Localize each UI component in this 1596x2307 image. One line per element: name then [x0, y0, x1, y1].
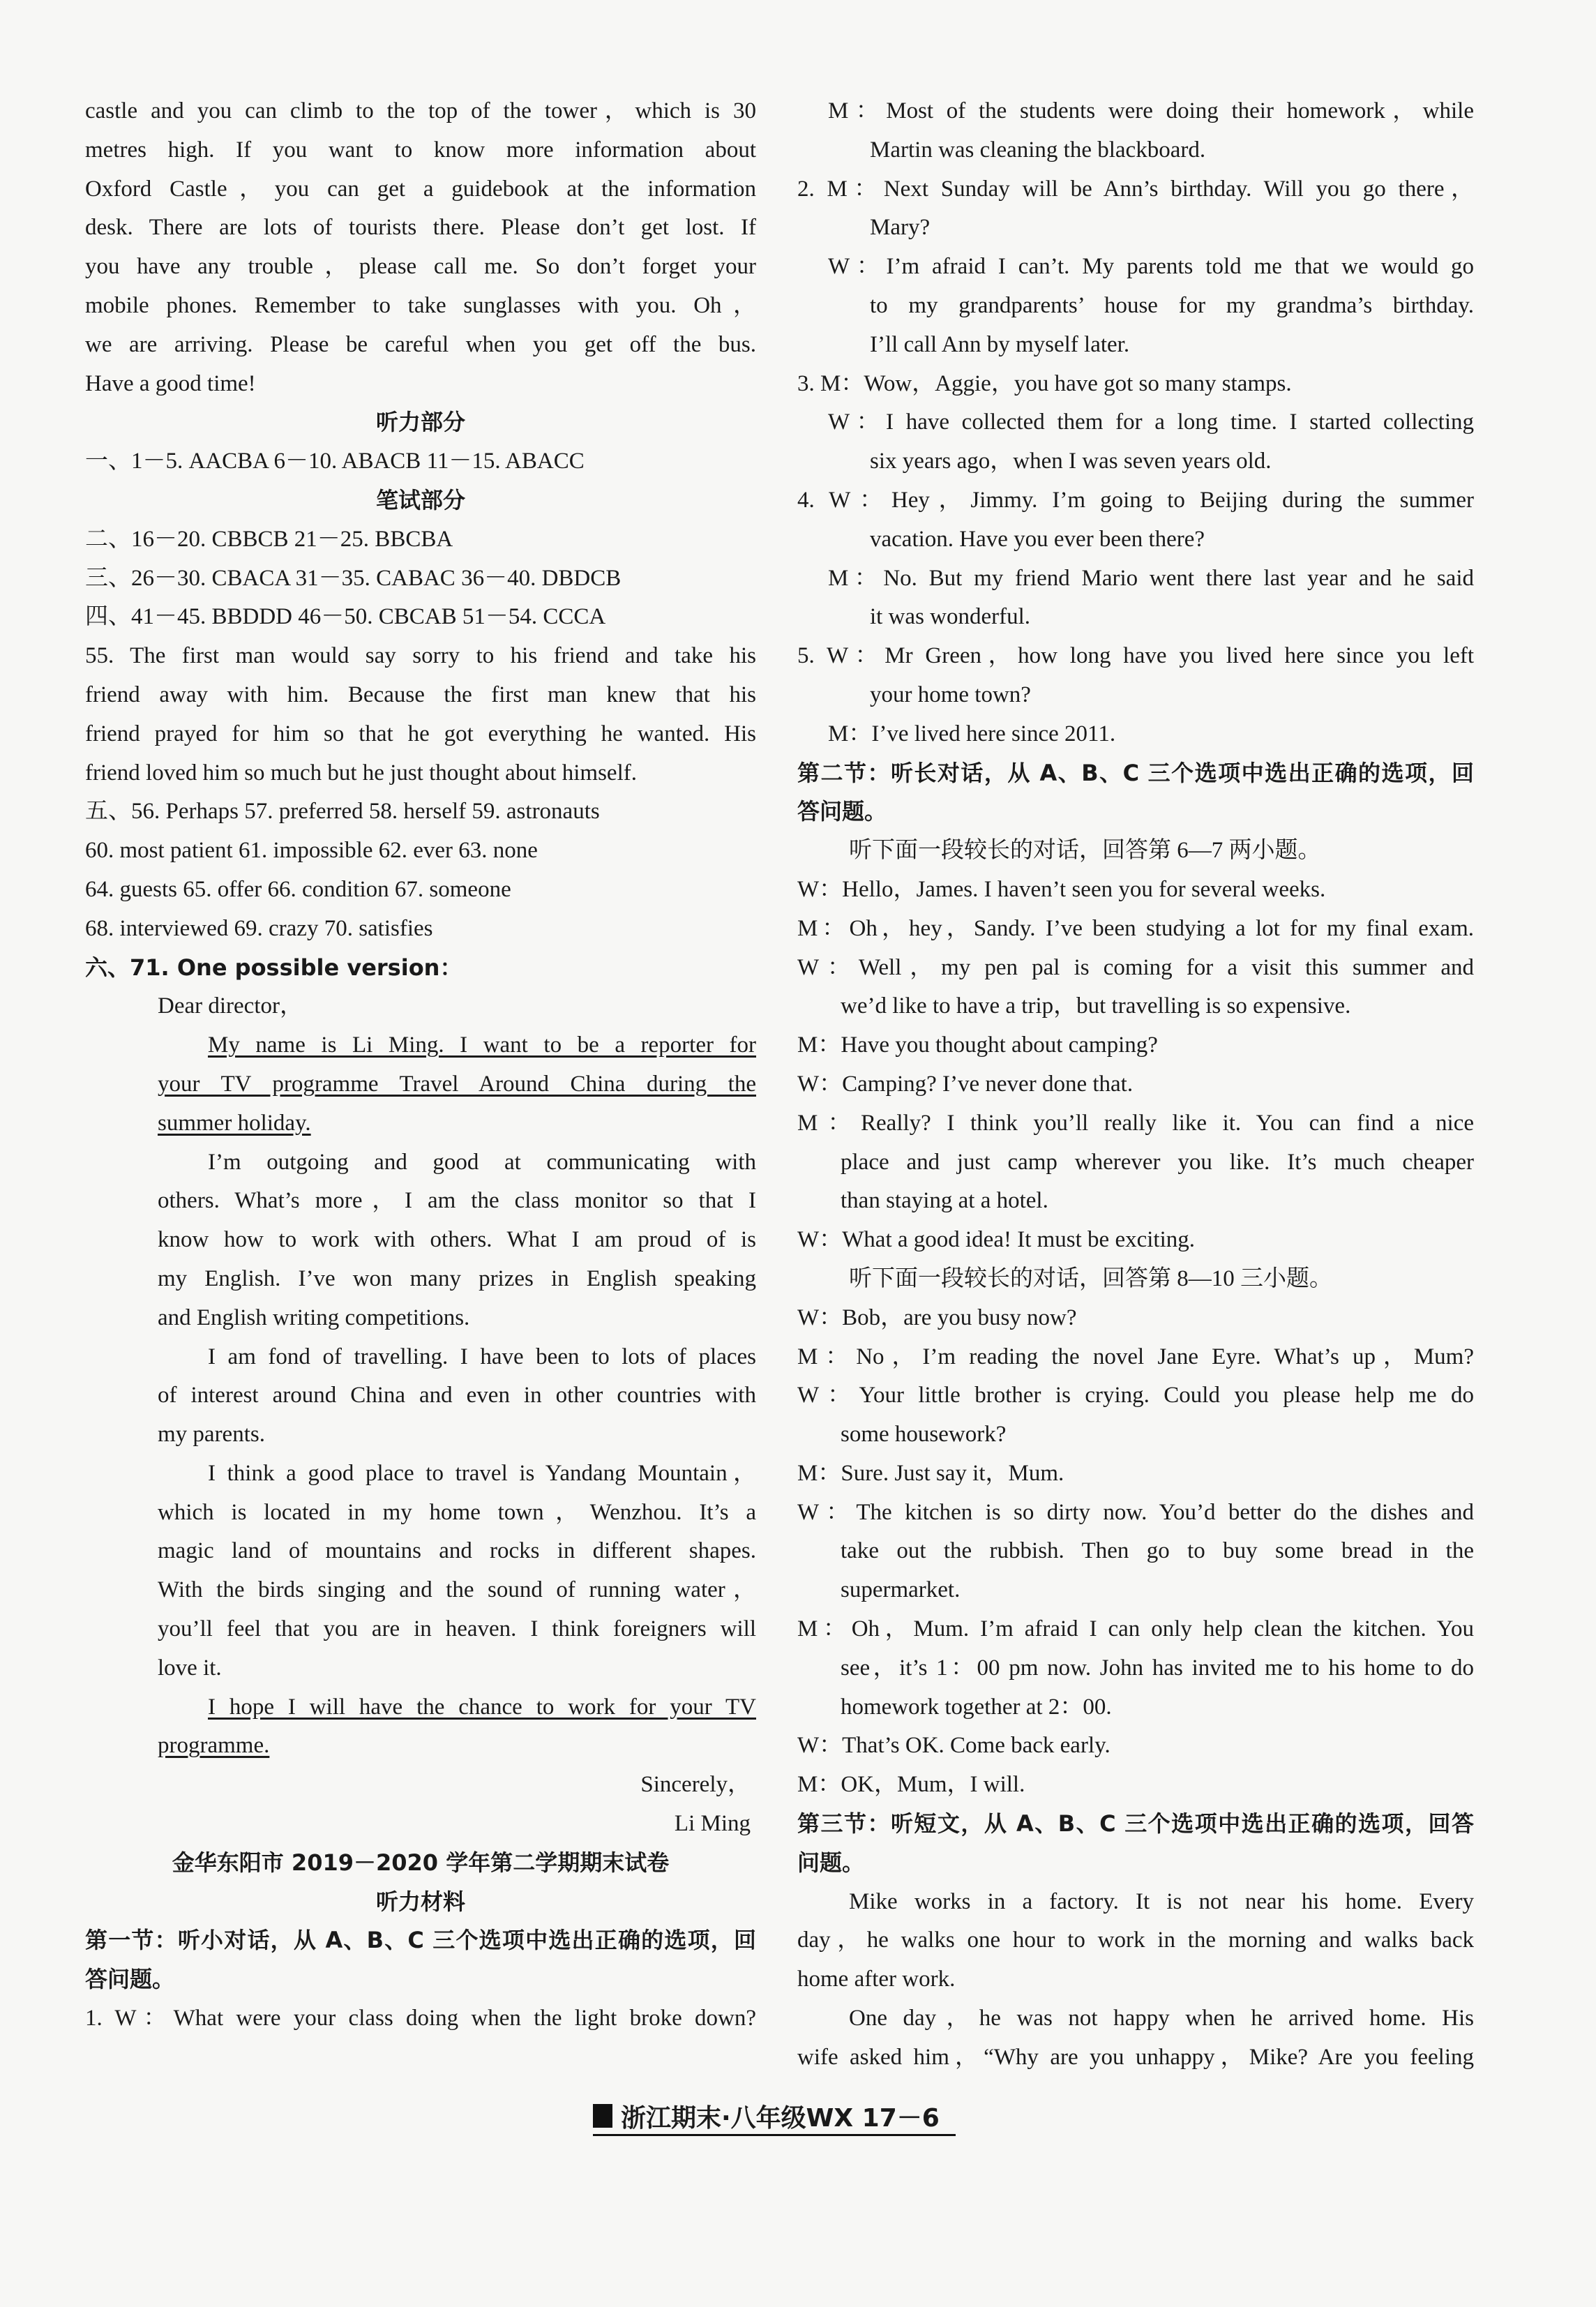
text-line	[85, 676, 756, 715]
right-column	[797, 92, 1474, 2077]
line-text: W：That’s OK. Come back early.	[797, 1733, 1111, 1759]
section-heading	[85, 1883, 756, 1922]
line-text: W：What a good idea! It must be exciting.	[797, 1227, 1195, 1253]
text-line	[85, 832, 756, 871]
text-line	[797, 1999, 1474, 2038]
line-text: 三、26－30. CBACA 31－35. CABAC 36－40. DBDCB	[85, 565, 622, 591]
line-text: 金华东阳市 2019－2020 学年第二学期期末试卷	[172, 1849, 670, 1876]
text-line	[797, 481, 1474, 520]
line-text: 60. most patient 61. impossible 62. ever 63. none	[85, 838, 538, 864]
line-text: M：Really? I think you’ll really like it. You can find a nice	[797, 1110, 1474, 1136]
line-text: 68. interviewed 69. crazy 70. satisfies	[85, 915, 433, 941]
line-text: home after work.	[797, 1967, 956, 1992]
line-text: metres high. If you want to know more information about	[85, 137, 756, 163]
line-text: of interest around China and even in other countries with	[158, 1383, 756, 1408]
text-line	[85, 287, 756, 326]
line-text: Li Ming	[674, 1811, 751, 1837]
text-line	[797, 1610, 1474, 1649]
line-text: M：Most of the students were doing their homework，while	[828, 98, 1474, 123]
text-line	[797, 1766, 1474, 1805]
text-line	[85, 1260, 756, 1299]
line-text: homework together at 2：00.	[841, 1694, 1112, 1720]
line-text: 3. M：Wow，Aggie，you have got so many stamps.	[797, 370, 1292, 396]
line-text: six years ago，when I was seven years old.	[870, 449, 1272, 474]
line-text: magic land of mountains and rocks in different shapes.	[158, 1538, 756, 1564]
text-line	[85, 1766, 756, 1805]
line-text: Sincerely，	[640, 1772, 751, 1798]
line-text: M：Oh，Mum. I’m afraid I can only help clean the kitchen. You	[797, 1616, 1474, 1642]
text-line	[85, 326, 756, 365]
left-column	[85, 92, 756, 2038]
line-text: M：Sure. Just say it，Mum.	[797, 1460, 1064, 1486]
text-line	[85, 248, 756, 287]
text-line	[85, 598, 756, 637]
text-line	[797, 1143, 1474, 1182]
text-line	[85, 1494, 756, 1533]
text-line	[797, 248, 1474, 287]
line-text: we’d like to have a trip，but travelling is so expensive.	[841, 993, 1351, 1019]
line-text: programme.	[158, 1733, 270, 1759]
text-line	[85, 1376, 756, 1415]
line-text: I think a good place to travel is Yandang Mountain，	[208, 1460, 756, 1486]
line-text: M：Have you thought about camping?	[797, 1032, 1158, 1058]
line-text: W：The kitchen is so dirty now. You’d better do the dishes and	[797, 1499, 1474, 1525]
text-line	[797, 1338, 1474, 1377]
page-footer	[593, 2098, 956, 2136]
line-text: 六、71. One possible version：	[85, 954, 462, 981]
text-line	[797, 1960, 1474, 1999]
text-line	[85, 1688, 756, 1727]
text-line	[797, 1221, 1474, 1260]
line-text: your TV programme Travel Around China during the	[158, 1071, 756, 1097]
text-line	[797, 1376, 1474, 1415]
text-line	[797, 2038, 1474, 2077]
text-line	[85, 792, 756, 832]
text-line	[85, 170, 756, 209]
line-text: W：I’m afraid I can’t. My parents told me that we would go	[828, 254, 1474, 280]
line-text: know how to work with others. What I am proud of is	[158, 1227, 756, 1253]
text-line	[85, 559, 756, 599]
line-text: W：Bob，are you busy now?	[797, 1305, 1077, 1330]
text-line	[797, 1688, 1474, 1727]
line-text: mobile phones. Remember to take sunglasses with you. Oh，	[85, 292, 756, 318]
section-heading	[85, 1844, 756, 1883]
line-text: 55. The first man would say sorry to his friend and take his	[85, 643, 756, 669]
text-line	[85, 365, 756, 404]
text-line	[797, 365, 1474, 404]
text-line	[797, 1026, 1474, 1065]
text-line	[797, 92, 1474, 131]
line-text: 听力部分	[375, 409, 465, 436]
line-text: love it.	[158, 1655, 222, 1681]
text-line	[797, 792, 1474, 832]
line-text: W：Camping? I’ve never done that.	[797, 1071, 1134, 1097]
line-text: 一、1－5. AACBA 6－10. ABACB 11－15. ABACC	[85, 449, 585, 474]
line-text: W：I have collected them for a long time. I started collecting	[828, 409, 1474, 435]
text-line	[797, 403, 1474, 442]
text-line	[85, 871, 756, 910]
line-text: 五、56. Perhaps 57. preferred 58. herself 59. astronauts	[85, 799, 600, 825]
line-text: friend away with him. Because the first man knew that his	[85, 682, 756, 707]
line-text: Have a good time!	[85, 370, 256, 396]
line-text: 第三节：听短文，从 A、B、C 三个选项中选出正确的选项，回答	[797, 1810, 1474, 1838]
text-line	[85, 1649, 756, 1688]
line-text: your home town?	[870, 682, 1031, 707]
line-text: friend loved him so much but he just thought about himself.	[85, 760, 637, 786]
text-line	[797, 637, 1474, 676]
text-line	[85, 949, 756, 988]
line-text: 4. W：Hey，Jimmy. I’m going to Beijing during the summer	[797, 487, 1474, 513]
line-text: my English. I’ve won many prizes in English speaking	[158, 1265, 756, 1291]
line-text: others. What’s more，I am the class monitor so that I	[158, 1188, 756, 1214]
text-line	[85, 715, 756, 754]
line-text: W：Hello，James. I haven’t seen you for several weeks.	[797, 876, 1326, 902]
line-text: we are arriving. Please be careful when you get off the bus.	[85, 331, 756, 357]
line-text: desk. There are lots of tourists there. Please don’t get lost. If	[85, 215, 756, 241]
line-text: to my grandparents’ house for my grandma’s birthday.	[870, 292, 1474, 318]
line-text: and English writing competitions.	[158, 1305, 470, 1330]
text-line	[85, 1610, 756, 1649]
text-line	[85, 1104, 756, 1143]
line-text: friend prayed for him so that he got everything he wanted. His	[85, 721, 756, 746]
line-text: 问题。	[797, 1849, 865, 1876]
line-text: 答问题。	[797, 798, 887, 825]
text-line	[85, 1921, 756, 1960]
text-line	[85, 1727, 756, 1766]
line-text: place and just camp wherever you like. It’s much cheaper	[841, 1149, 1474, 1175]
text-line	[85, 1299, 756, 1338]
line-text: Oxford Castle，you can get a guidebook at the information	[85, 176, 756, 202]
text-line	[797, 559, 1474, 599]
text-line	[797, 326, 1474, 365]
line-text: I’m outgoing and good at communicating with	[208, 1149, 756, 1175]
text-line	[797, 1883, 1474, 1922]
line-text: Dear director，	[158, 993, 303, 1019]
line-text: W：Your little brother is crying. Could you please help me do	[797, 1383, 1474, 1408]
text-line	[797, 715, 1474, 754]
text-line	[85, 1805, 756, 1844]
text-line	[797, 949, 1474, 988]
line-text: I’ll call Ann by myself later.	[870, 331, 1130, 357]
text-line	[797, 442, 1474, 481]
text-line	[85, 1455, 756, 1494]
text-line	[797, 832, 1474, 871]
line-text: With the birds singing and the sound of running water，	[158, 1577, 756, 1603]
text-line	[797, 987, 1474, 1026]
text-line	[85, 987, 756, 1026]
line-text: 笔试部分	[375, 486, 465, 513]
section-heading	[85, 481, 756, 520]
line-text: supermarket.	[841, 1577, 961, 1603]
text-line	[797, 1921, 1474, 1960]
line-text: 听下面一段较长的对话，回答第 8—10 三小题。	[849, 1265, 1332, 1291]
line-text: it was wonderful.	[870, 604, 1031, 630]
text-line	[85, 209, 756, 248]
line-text: some housework?	[841, 1422, 1007, 1448]
line-text: 第二节：听长对话，从 A、B、C 三个选项中选出正确的选项，回	[797, 759, 1474, 786]
line-text: M：No. But my friend Mario went there last year and he said	[828, 565, 1474, 591]
text-line	[85, 1960, 756, 1999]
text-line	[797, 1065, 1474, 1104]
text-line	[797, 1571, 1474, 1610]
line-text: castle and you can climb to the top of the tower，which is 30	[85, 98, 756, 123]
line-text: day，he walks one hour to work in the morning and walks back	[797, 1927, 1474, 1953]
footer-label: 浙江期末·八年级WX 17－6	[621, 2103, 940, 2133]
text-line	[85, 1182, 756, 1221]
line-text: I am fond of travelling. I have been to lots of places	[208, 1344, 756, 1369]
line-text: Mary?	[870, 215, 931, 241]
line-text: My name is Li Ming. I want to be a reporter for	[208, 1032, 756, 1058]
text-line	[797, 1415, 1474, 1455]
text-line	[85, 1221, 756, 1260]
line-text: 2. M：Next Sunday will be Ann’s birthday. Will you go there，	[797, 176, 1474, 202]
line-text: my parents.	[158, 1422, 265, 1448]
text-line	[797, 871, 1474, 910]
line-text: which is located in my home town，Wenzhou. It’s a	[158, 1499, 756, 1525]
text-line	[797, 910, 1474, 949]
text-line	[85, 1143, 756, 1182]
line-text: One day，he was not happy when he arrived home. His	[849, 2006, 1474, 2031]
line-text: 5. W：Mr Green，how long have you lived here since you left	[797, 643, 1474, 669]
line-text: wife asked him，“Why are you unhappy，Mike? Are you feeling	[797, 2044, 1474, 2070]
line-text: summer holiday.	[158, 1110, 311, 1136]
text-line	[797, 1844, 1474, 1883]
text-line	[85, 1338, 756, 1377]
text-line	[85, 92, 756, 131]
line-text: 64. guests 65. offer 66. condition 67. someone	[85, 876, 511, 902]
line-text: than staying at a hotel.	[841, 1188, 1048, 1214]
text-line	[85, 1532, 756, 1571]
line-text: 听下面一段较长的对话，回答第 6—7 两小题。	[849, 838, 1321, 864]
text-line	[797, 754, 1474, 793]
text-line	[85, 637, 756, 676]
line-text: 1. W：What were your class doing when the light broke down?	[85, 2006, 756, 2031]
text-line	[797, 170, 1474, 209]
text-line	[797, 209, 1474, 248]
line-text: M：Oh，hey，Sandy. I’ve been studying a lot for my final exam.	[797, 915, 1474, 941]
text-line	[797, 1494, 1474, 1533]
text-line	[85, 1026, 756, 1065]
text-line	[85, 910, 756, 949]
text-line	[797, 1182, 1474, 1221]
line-text: take out the rubbish. Then go to buy some bread in the	[841, 1538, 1474, 1564]
line-text: Martin was cleaning the blackboard.	[870, 137, 1206, 163]
text-line	[797, 1649, 1474, 1688]
text-line	[85, 754, 756, 793]
line-text: 听力材料	[375, 1888, 465, 1915]
text-line	[797, 1727, 1474, 1766]
text-line	[797, 1532, 1474, 1571]
text-line	[85, 1999, 756, 2038]
text-line	[797, 676, 1474, 715]
text-line	[797, 1455, 1474, 1494]
line-text: M：OK，Mum，I will.	[797, 1772, 1025, 1798]
line-text: I hope I will have the chance to work for your TV	[208, 1694, 756, 1720]
text-line	[797, 1299, 1474, 1338]
text-line	[85, 442, 756, 481]
text-line	[797, 287, 1474, 326]
line-text: Mike works in a factory. It is not near his home. Every	[849, 1888, 1474, 1914]
line-text: M：I’ve lived here since 2011.	[828, 721, 1116, 746]
line-text: 二、16－20. CBBCB 21－25. BBCBA	[85, 526, 453, 552]
text-line	[797, 1805, 1474, 1844]
line-text: vacation. Have you ever been there?	[870, 526, 1205, 552]
section-heading	[85, 403, 756, 442]
text-line	[85, 1065, 756, 1104]
line-text: W：Well，my pen pal is coming for a visit this summer and	[797, 954, 1474, 980]
text-line	[797, 1104, 1474, 1143]
footer-square-icon	[593, 2104, 612, 2128]
line-text: M：No，I’m reading the novel Jane Eyre. What’s up，Mum?	[797, 1344, 1474, 1369]
text-line	[85, 131, 756, 170]
text-line	[797, 598, 1474, 637]
text-line	[85, 1571, 756, 1610]
line-text: you have any trouble，please call me. So don’t forget your	[85, 254, 756, 280]
line-text: you’ll feel that you are in heaven. I think foreigners will	[158, 1616, 756, 1642]
text-line	[797, 1260, 1474, 1299]
text-line	[797, 520, 1474, 559]
text-line	[797, 131, 1474, 170]
text-line	[85, 1415, 756, 1455]
line-text: 四、41－45. BBDDD 46－50. CBCAB 51－54. CCCA	[85, 604, 606, 630]
line-text: 第一节：听小对话，从 A、B、C 三个选项中选出正确的选项，回	[85, 1927, 756, 1954]
line-text: 答问题。	[85, 1966, 175, 1993]
line-text: see，it’s 1：00 pm now. John has invited me to his home to do	[841, 1655, 1474, 1681]
text-line	[85, 520, 756, 559]
